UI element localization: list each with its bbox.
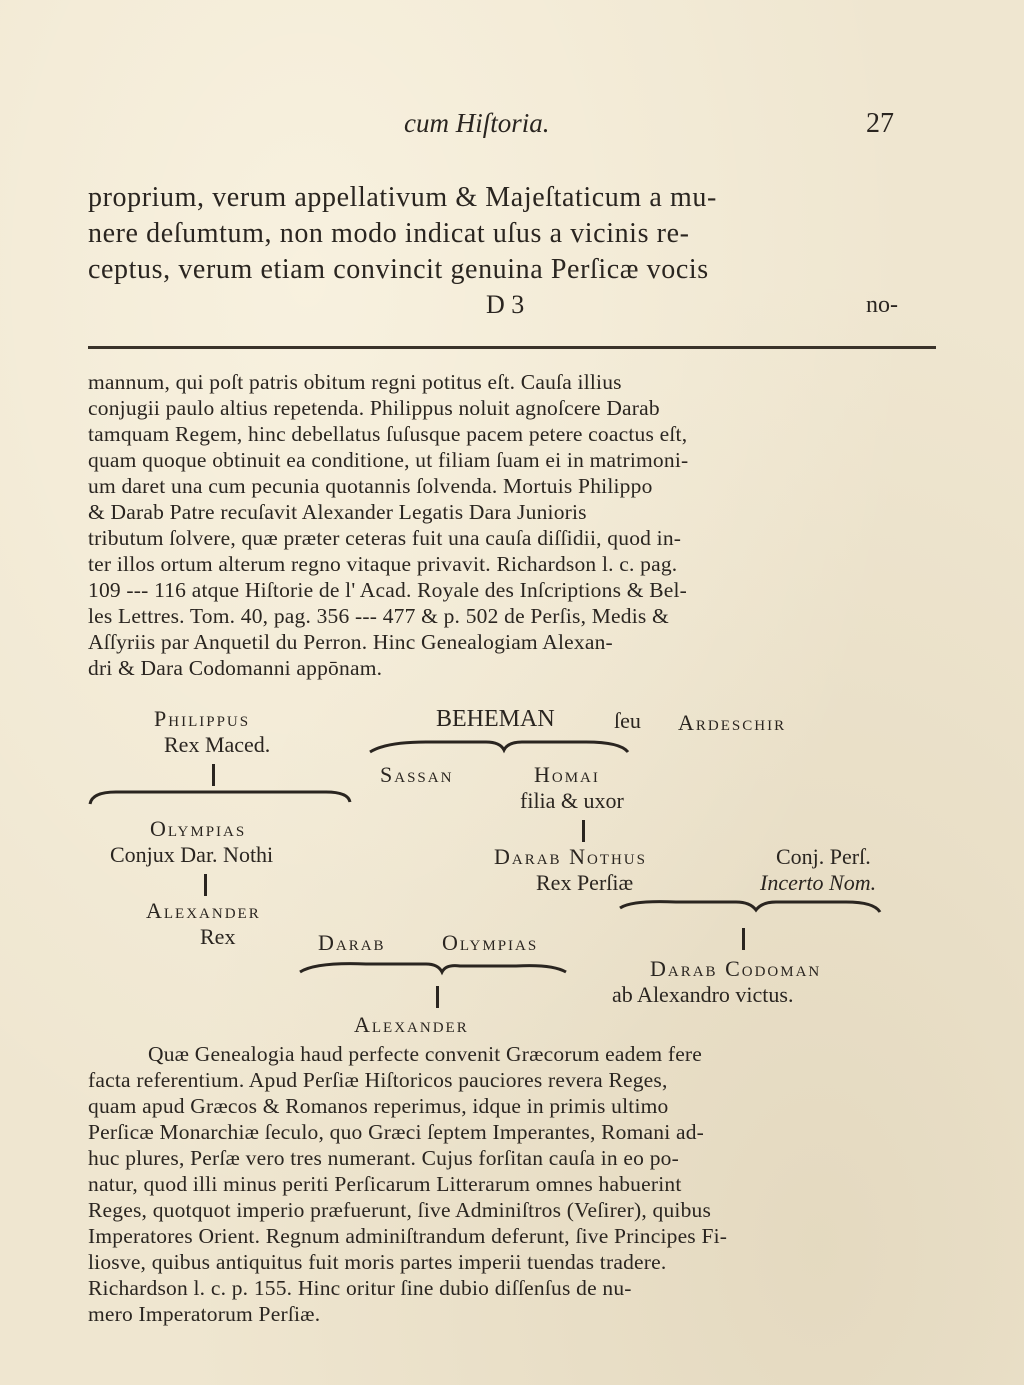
tree-olympias-title: Conjux Dar. Nothi xyxy=(110,842,274,867)
closing-text-line: Quæ Genealogia haud perfecte convenit Græcorum eadem fere xyxy=(148,1042,703,1066)
tree-connector xyxy=(204,874,207,896)
footnote-line: 109 --- 116 atque Hiſtorie de l' Acad. Royale des Inſcriptions & Bel- xyxy=(88,578,688,602)
closing-text-line: liosve, quibus antiquitus fuit moris partes imperii tuendas tradere. xyxy=(88,1250,667,1274)
footnote-line: quam quoque obtinuit ea conditione, ut filiam ſuam ei in matrimoni- xyxy=(88,448,689,472)
catchword: no- xyxy=(866,292,898,318)
tree-brace-darab-nothus xyxy=(616,894,886,920)
tree-connector xyxy=(742,928,745,950)
closing-text-line: Perſicæ Monarchiæ ſeculo, quo Græci ſeptem Imperantes, Romani ad- xyxy=(88,1120,705,1144)
footnote-line: tamquam Regem, hinc debellatus ſuſusque pacem petere coactus eſt, xyxy=(88,422,688,446)
tree-darab-codoman-title: ab Alexandro victus. xyxy=(612,982,794,1007)
tree-brace-beheman xyxy=(366,734,636,760)
tree-homai: Homai xyxy=(534,762,600,787)
tree-beheman: BEHEMAN xyxy=(436,706,555,732)
footnote-line: mannum, qui poſt patris obitum regni potitus eſt. Cauſa illius xyxy=(88,370,622,394)
tree-darab-codoman: Darab Codoman xyxy=(650,956,822,981)
tree-olympias-2: Olympias xyxy=(442,930,539,955)
tree-sassan: Sassan xyxy=(380,762,454,787)
main-text-line: nere deſumtum, non modo indicat uſus a vicinis re- xyxy=(88,218,690,249)
tree-philippus-title: Rex Maced. xyxy=(164,732,271,757)
tree-philippus: Philippus xyxy=(154,706,251,731)
footnote-line: & Darab Patre recuſavit Alexander Legatis Dara Junioris xyxy=(88,500,587,524)
closing-text-line: natur, quod illi minus periti Perſicarum Litterarum omnes habuerint xyxy=(88,1172,682,1196)
tree-connector xyxy=(582,820,585,842)
tree-brace-philippus xyxy=(86,784,356,808)
footnote-line: ter illos ortum alterum regno vitaque privavit. Richardson l. c. pag. xyxy=(88,552,678,576)
tree-incerto-nom: Incerto Nom. xyxy=(760,870,877,895)
tree-darab-nothus: Darab Nothus xyxy=(494,844,647,869)
closing-text-line: quam apud Græcos & Romanos reperimus, idque in primis ultimo xyxy=(88,1094,669,1118)
footnote-line: tributum ſolvere, quæ præter ceteras fuit una cauſa diſſidii, quod in- xyxy=(88,526,682,550)
closing-text-line: mero Imperatorum Perſiæ. xyxy=(88,1302,321,1326)
closing-text-line: Imperatores Orient. Regnum adminiſtrandum deferunt, ſive Principes Fi- xyxy=(88,1224,728,1248)
tree-ardeschir: Ardeschir xyxy=(678,710,787,735)
tree-brace-darab xyxy=(296,956,576,982)
tree-alexander: Alexander xyxy=(146,898,261,923)
tree-connector xyxy=(436,986,439,1008)
footnote-line: conjugii paulo altius repetenda. Philippus noluit agnoſcere Darab xyxy=(88,396,660,420)
footnote-line: um daret una cum pecunia quotannis ſolvenda. Mortuis Philippo xyxy=(88,474,653,498)
closing-text-line: Richardson l. c. p. 155. Hinc oritur ſine dubio diſſenſus de nu- xyxy=(88,1276,632,1300)
page-number: 27 xyxy=(866,108,894,139)
closing-text-line: huc plures, Perſæ vero tres numerant. Cujus forſitan cauſa in eo po- xyxy=(88,1146,679,1170)
tree-alexander-2: Alexander xyxy=(354,1012,469,1037)
signature-mark: D 3 xyxy=(486,290,525,319)
tree-seu: ſeu xyxy=(614,708,641,733)
closing-text-line: Reges, quotquot imperio præfuerunt, ſive Adminiſtros (Veſirer), quibus xyxy=(88,1198,712,1222)
footnote-line: Aſſyriis par Anquetil du Perron. Hinc Genealogiam Alexan- xyxy=(88,630,613,654)
closing-text-line: facta referentium. Apud Perſiæ Hiſtoricos pauciores revera Reges, xyxy=(88,1068,668,1092)
tree-olympias: Olympias xyxy=(150,816,247,841)
tree-darab-nothus-title: Rex Perſiæ xyxy=(536,870,634,895)
tree-darab: Darab xyxy=(318,930,386,955)
footnote-line: dri & Dara Codomanni appōnam. xyxy=(88,656,383,680)
tree-connector xyxy=(212,764,215,786)
tree-homai-title: filia & uxor xyxy=(520,788,624,813)
tree-conj-pers: Conj. Perſ. xyxy=(776,844,871,869)
main-text-line: ceptus, verum etiam convincit genuina Perſicæ vocis xyxy=(88,254,709,285)
main-text-line: proprium, verum appellativum & Majeſtaticum a mu- xyxy=(88,182,717,213)
footnote-line: les Lettres. Tom. 40, pag. 356 --- 477 & p. 502 de Perſis, Medis & xyxy=(88,604,669,628)
running-header-title: cum Hiſtoria. xyxy=(404,108,550,138)
tree-alexander-title: Rex xyxy=(200,924,236,949)
footnote-separator-rule xyxy=(88,346,936,349)
